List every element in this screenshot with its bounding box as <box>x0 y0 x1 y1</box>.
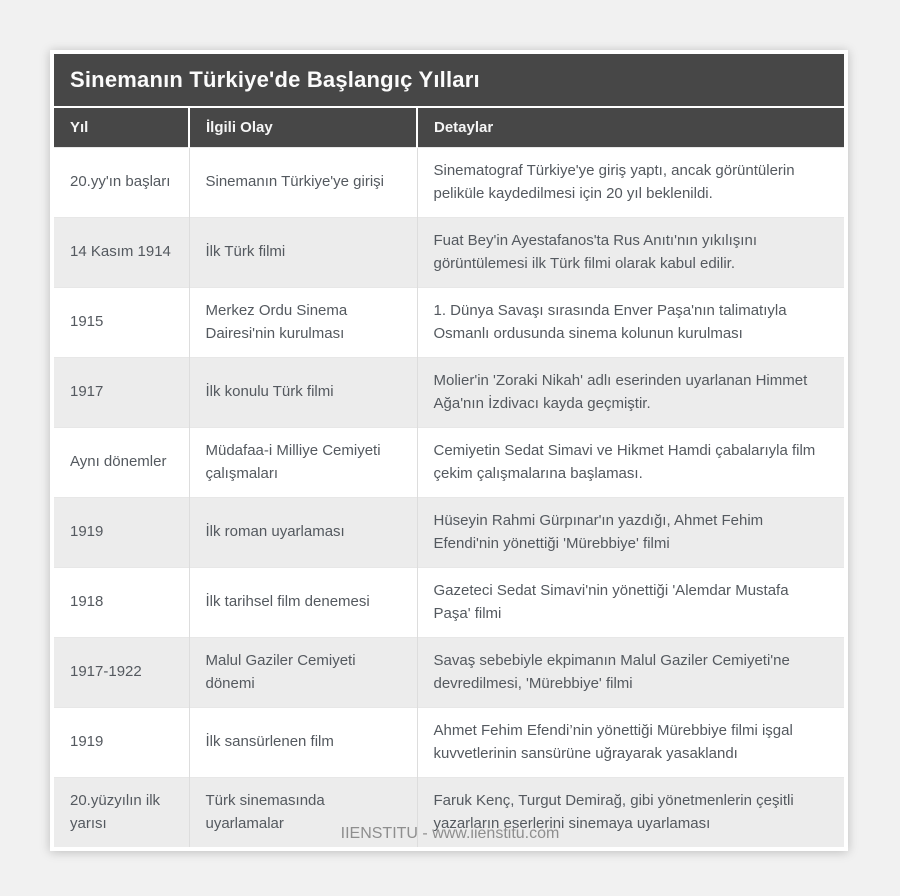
cell-olay: İlk roman uyarlaması <box>189 498 417 568</box>
cell-detay: Molier'in 'Zoraki Nikah' adlı eserinden uyarlanan Himmet Ağa'nın İzdivacı kayda geçmiştir. <box>417 358 844 428</box>
cell-olay: İlk konulu Türk filmi <box>189 358 417 428</box>
table-row <box>54 358 844 428</box>
cell-olay: Türk sinemasında uyarlamalar <box>189 778 417 848</box>
cell-olay: Sinemanın Türkiye'ye girişi <box>189 148 417 218</box>
cell-yil: 20.yy'ın başları <box>54 148 189 218</box>
cell-yil: Aynı dönemler <box>54 428 189 498</box>
table-title: Sinemanın Türkiye'de Başlangıç Yılları <box>70 67 480 92</box>
cell-detay: Faruk Kenç, Turgut Demirağ, gibi yönetmenlerin çeşitli yazarların eserlerini sinemaya uyarlaması <box>417 778 844 848</box>
cell-yil: 1918 <box>54 568 189 638</box>
cell-olay: İlk Türk filmi <box>189 218 417 288</box>
footer-attribution: IIENSTITU - www.iienstitu.com <box>340 825 560 842</box>
table-title-bar <box>54 54 844 108</box>
cell-yil: 1919 <box>54 498 189 568</box>
cell-yil: 14 Kasım 1914 <box>54 218 189 288</box>
cell-detay: Cemiyetin Sedat Simavi ve Hikmet Hamdi çabalarıyla film çekim çalışmalarına başlaması. <box>417 428 844 498</box>
cell-yil: 1915 <box>54 288 189 358</box>
timeline-table-card <box>50 50 848 851</box>
column-header-yil: Yıl <box>54 108 189 148</box>
cell-yil: 1917-1922 <box>54 638 189 708</box>
cell-detay: Ahmet Fehim Efendi’nin yönettiği Mürebbiye filmi işgal kuvvetlerinin sansürüne uğrayarak yasaklandı <box>417 708 844 778</box>
table-row <box>54 428 844 498</box>
cell-detay: Gazeteci Sedat Simavi'nin yönettiği 'Alemdar Mustafa Paşa' filmi <box>417 568 844 638</box>
cell-detay: Fuat Bey'in Ayestafanos'ta Rus Anıtı'nın yıkılışını görüntülemesi ilk Türk filmi olarak kabul edilir. <box>417 218 844 288</box>
cell-detay: Sinematograf Türkiye'ye giriş yaptı, ancak görüntülerin peliküle kaydedilmesi için 20 yıl beklenildi. <box>417 148 844 218</box>
table-row <box>54 498 844 568</box>
table-row <box>54 708 844 778</box>
cell-yil: 20.yüzyılın ilk yarısı <box>54 778 189 848</box>
column-header-detaylar: Detaylar <box>417 108 844 148</box>
table-row <box>54 148 844 218</box>
cell-olay: Malul Gaziler Cemiyeti dönemi <box>189 638 417 708</box>
table-row <box>54 288 844 358</box>
cell-olay: İlk tarihsel film denemesi <box>189 568 417 638</box>
cell-olay: Müdafaa-i Milliye Cemiyeti çalışmaları <box>189 428 417 498</box>
cell-detay: Hüseyin Rahmi Gürpınar'ın yazdığı, Ahmet Fehim Efendi'nin yönettiği 'Mürebbiye' filmi <box>417 498 844 568</box>
timeline-table <box>54 108 844 847</box>
table-body <box>54 148 844 848</box>
table-row <box>54 638 844 708</box>
column-header-ilgili-olay: İlgili Olay <box>189 108 417 148</box>
cell-detay: Savaş sebebiyle ekpimanın Malul Gaziler Cemiyeti'ne devredilmesi, 'Mürebbiye' filmi <box>417 638 844 708</box>
table-row <box>54 218 844 288</box>
table-row <box>54 568 844 638</box>
cell-yil: 1919 <box>54 708 189 778</box>
cell-olay: Merkez Ordu Sinema Dairesi'nin kurulması <box>189 288 417 358</box>
cell-detay: 1. Dünya Savaşı sırasında Enver Paşa'nın talimatıyla Osmanlı ordusunda sinema kolunun kurulması <box>417 288 844 358</box>
cell-yil: 1917 <box>54 358 189 428</box>
cell-olay: İlk sansürlenen film <box>189 708 417 778</box>
header-row <box>54 108 844 148</box>
